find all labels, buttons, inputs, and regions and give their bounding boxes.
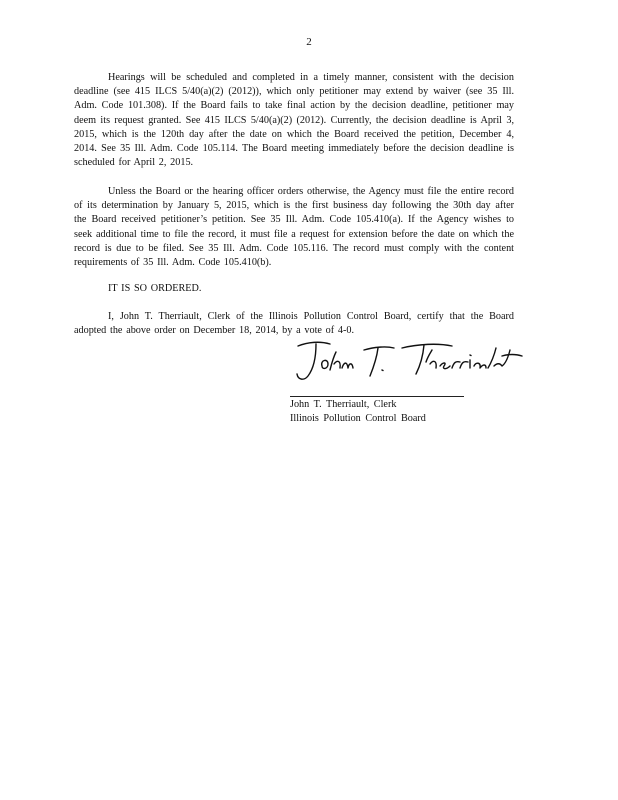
signature-line [290,396,464,397]
page-number: 2 [306,36,312,48]
record-text: Unless the Board or the hearing officer orders otherwise, the Agency must file the entire record of its determination by January 5, 2015, which is the first business day following the 30th day after the Board received petitioner’s petition. See 35 Ill. Adm. Code 105.410(a). If the Agency wishes to seek additional time to file the record, it must file a request for extension before the date on which the record is due to be filed. See 35 Ill. Adm. Code 105.116. The record must comply with the content requirements of 35 Ill. Adm. Code 105.410(b). [74,186,514,269]
hearings-text: Hearings will be scheduled and completed in a timely manner, consistent with the decision deadline (see 415 ILCS 5/40(a)(2) (2012)), which only petitioner may extend by waiver (see 35 Ill. Adm. Code 101.308). If the Board fails to take final action by the decision deadline, petitioner may deem its request granted. See 415 ILCS 5/40(a)(2) (2012). Currently, the decision deadline is April 3, 2015, which is the 120th day after the date on which the Board received the petition, December 4, 2014. See 35 Ill. Adm. Code 105.114. The Board meeting immediately before the decision deadline is scheduled for April 2, 2015. [74,72,514,169]
certification-paragraph [74,310,514,338]
ordered-text: IT IS SO ORDERED. [108,283,202,294]
ordered-paragraph [74,282,514,296]
hearings-paragraph [74,71,514,170]
signer-name-title: John T. Therriault, Clerk [290,399,397,410]
handwritten-signature [290,336,530,388]
signature-block [290,398,426,425]
signer-organization: Illinois Pollution Control Board [290,412,426,424]
record-paragraph [74,185,514,270]
certification-text: I, John T. Therriault, Clerk of the Illinois Pollution Control Board, certify that the Board adopted the above order on December 18, 2014, by a vote of 4-0. [74,311,514,337]
